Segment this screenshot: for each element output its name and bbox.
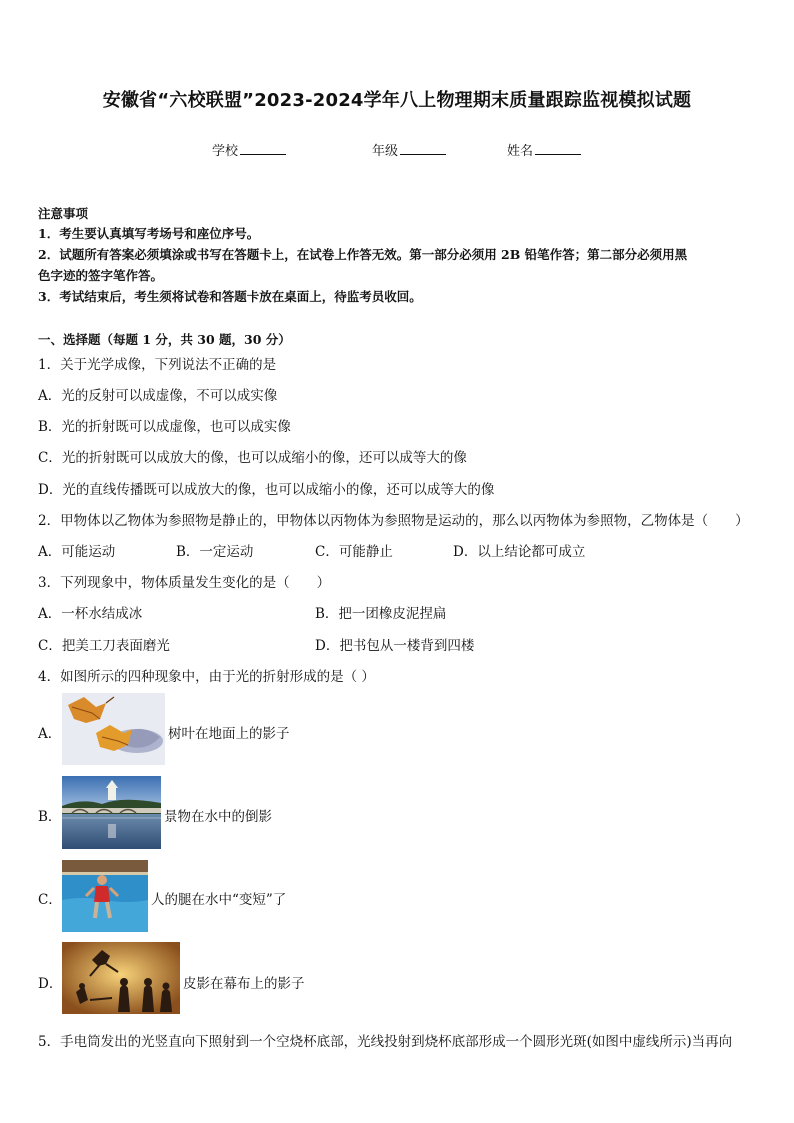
swimmer-image: [62, 860, 148, 932]
question-2-option-b: B．一定运动: [176, 544, 254, 560]
grade-label: 年级: [372, 144, 399, 159]
page-title: 安徽省“六校联盟”2023-2024学年八上物理期末质量跟踪监视模拟试题: [102, 90, 692, 111]
question-1-option-b: B．光的折射既可以成虚像，也可以成实像: [38, 419, 291, 435]
question-3-option-c: C．把美工刀表面磨光: [38, 638, 170, 654]
question-2-option-a: A．可能运动: [38, 544, 116, 560]
note-item: 色字迹的签字笔作答。: [38, 268, 164, 283]
name-label: 姓名: [507, 144, 534, 159]
name-field: [507, 140, 581, 159]
reflection-image: [62, 776, 161, 849]
question-3-option-a: A．一杯水结成冰: [38, 606, 143, 622]
notes-heading: 注意事项: [38, 206, 89, 221]
question-4-option-a-letter: A．: [38, 726, 62, 742]
question-4-option-d-caption: 皮影在幕布上的影子: [183, 976, 305, 992]
question-4-option-a-caption: 树叶在地面上的影子: [168, 726, 290, 742]
question-3-option-b: B．把一团橡皮泥捏扁: [315, 606, 447, 622]
question-3-stem: 3．下列现象中，物体质量发生变化的是（ ）: [38, 575, 331, 591]
question-2-stem: 2．甲物体以乙物体为参照物是静止的，甲物体以丙物体为参照物是运动的，那么以丙物体为参照物，乙物体是（ ）: [38, 513, 749, 529]
question-4-option-c-letter: C．: [38, 892, 62, 908]
question-2-option-c: C．可能静止: [315, 544, 393, 560]
note-item: 3．考试结束后，考生须将试卷和答题卡放在桌面上，待监考员收回。: [38, 289, 422, 304]
question-4-option-c-caption: 人的腿在水中“变短”了: [151, 892, 287, 908]
question-4-stem: 4．如图所示的四种现象中，由于光的折射形成的是（ ）: [38, 669, 375, 685]
question-2-option-d: D．以上结论都可成立: [453, 544, 586, 560]
grade-blank: [400, 142, 446, 155]
shadow-puppet-image: [62, 942, 180, 1014]
section-heading: 一、选择题（每题 1 分，共 30 题，30 分）: [38, 332, 291, 347]
school-blank: [240, 142, 286, 155]
name-blank: [535, 142, 581, 155]
question-5-stem: 5．手电筒发出的光竖直向下照射到一个空烧杯底部，光线投射到烧杯底部形成一个圆形光斑(如图中虚线所示)当再向: [38, 1034, 733, 1050]
question-1-option-a: A．光的反射可以成虚像，不可以成实像: [38, 388, 278, 404]
question-1-stem: 1．关于光学成像，下列说法不正确的是: [38, 357, 277, 373]
question-3-option-d: D．把书包从一楼背到四楼: [315, 638, 475, 654]
note-item: 2．试题所有答案必须填涂或书写在答题卡上，在试卷上作答无效。第一部分必须用 2B 铅笔作答；第二部分必须用黑: [38, 247, 688, 262]
question-4-option-b-caption: 景物在水中的倒影: [164, 809, 272, 825]
school-label: 学校: [212, 144, 239, 159]
question-1-option-d: D．光的直线传播既可以成放大的像，也可以成缩小的像，还可以成等大的像: [38, 482, 495, 498]
question-1-option-c: C．光的折射既可以成放大的像，也可以成缩小的像，还可以成等大的像: [38, 450, 467, 466]
question-4-option-b-letter: B．: [38, 809, 62, 825]
note-item: 1．考生要认真填写考场号和座位序号。: [38, 226, 260, 241]
question-4-option-d-letter: D．: [38, 976, 63, 992]
school-field: [212, 140, 286, 159]
grade-field: [372, 140, 446, 159]
leaf-shadow-image: [62, 693, 165, 765]
